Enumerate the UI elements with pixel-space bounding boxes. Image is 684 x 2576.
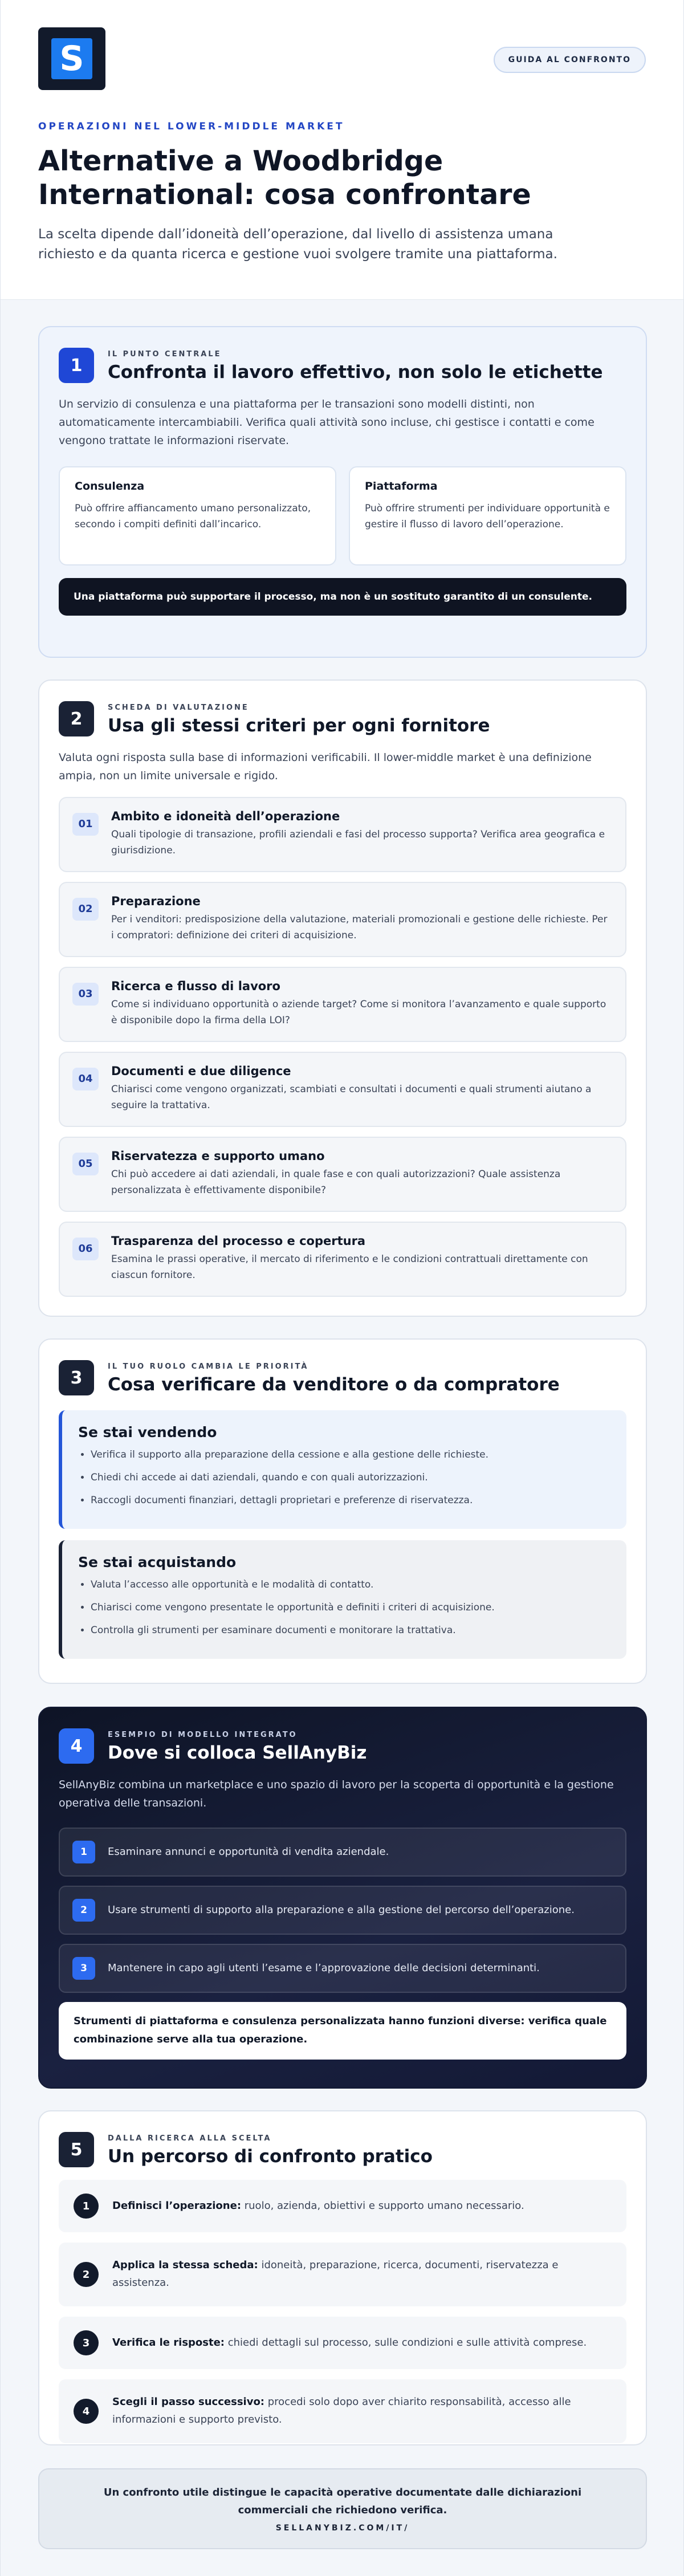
criterion-title: Trasparenza del processo e copertura: [111, 1234, 366, 1248]
section-eyebrow: ESEMPIO DI MODELLO INTEGRATO: [108, 1731, 298, 1739]
list-item: • Valuta l’accesso alle opportunità e le modalità di contatto.: [91, 1578, 610, 1591]
card-title: Consulenza: [75, 479, 145, 493]
page-header: [1, 0, 683, 300]
path-step-detail: procedi solo dopo aver chiarito responsabilità, accesso alle informazioni e supporto previsto.: [112, 2396, 571, 2426]
path-step-label: Definisci l’operazione:: [112, 2199, 242, 2212]
path-step-label: Verifica le risposte:: [112, 2336, 225, 2349]
criterion-text: Chiarisci come vengono organizzati, scambiati e consultati i documenti e quali strumenti aiutano a seguire la trattativa.: [111, 1083, 592, 1112]
section-comparison-path: [38, 2110, 647, 2445]
section-role-priorities: [38, 1338, 647, 1684]
path-step-number: 2: [74, 2262, 99, 2287]
section-intro: Valuta ogni risposta sulla base di informazioni verificabili. Il lower-middle market è una definizione ampia, non un limite universale e rigido.: [59, 751, 592, 782]
section-title: Usa gli stessi criteri per ogni fornitore: [108, 715, 490, 736]
path-step-label: Scegli il passo successivo:: [112, 2396, 265, 2408]
path-step-text: [112, 2197, 524, 2215]
path-step-text: [112, 2334, 587, 2352]
path-step-text: [112, 2257, 612, 2292]
footer-link[interactable]: SELLANYBIZ.COM/IT/: [275, 2524, 410, 2533]
card-text: Può offrire strumenti per individuare opportunità e gestire il flusso di lavoro dell’operazione.: [365, 502, 610, 530]
list-item: • Controlla gli strumenti per esaminare documenti e monitorare la trattativa.: [91, 1624, 610, 1637]
footer-text: Un confronto utile distingue le capacità operative documentate dalle dichiarazioni commerciali che richiedono verifica.: [103, 2487, 582, 2516]
path-step: [59, 2317, 626, 2369]
criterion-text: Esamina le prassi operative, il mercato di riferimento e le condizioni contrattuali direttamente con ciascun fornitore.: [111, 1253, 588, 1281]
criterion-number: 01: [72, 813, 99, 836]
list-item: • Raccogli documenti finanziari, dettagli proprietari e preferenze di riservatezza.: [91, 1494, 610, 1507]
criterion-number: 02: [72, 898, 99, 921]
platform-step: [59, 1944, 626, 1993]
path-steps: [59, 2180, 626, 2443]
card-text: Può offrire affiancamento umano personalizzato, secondo i compiti definiti dall’incarico.: [75, 502, 311, 530]
card-title: Piattaforma: [365, 479, 438, 493]
guide-badge: GUIDA AL CONFRONTO: [494, 47, 646, 73]
criterion-title: Preparazione: [111, 894, 201, 908]
step-number: 2: [72, 1899, 95, 1922]
path-step-detail: idoneità, preparazione, ricerca, documenti, riservatezza e assistenza.: [112, 2259, 559, 2289]
criterion-title: Riservatezza e supporto umano: [111, 1149, 325, 1163]
buyer-checklist: [78, 1578, 610, 1637]
section-title: Dove si colloca SellAnyBiz: [108, 1743, 367, 1763]
page-title: Alternative a Woodbridge International: cosa confrontare: [38, 145, 531, 211]
section-title: Cosa verificare da venditore o da compratore: [108, 1374, 560, 1395]
logo-letter: S: [51, 38, 92, 79]
buyer-title: Se stai acquistando: [78, 1554, 237, 1570]
platform-card: [349, 466, 626, 565]
section-title: Un percorso di confronto pratico: [108, 2146, 433, 2167]
criterion-title: Ricerca e flusso di lavoro: [111, 979, 280, 993]
criterion-text: Come si individuano opportunità o aziende target? Come si monitora l’avanzamento e quale supporto è disponibile dopo la firma della LOI?: [111, 998, 606, 1027]
criterion-number: 06: [72, 1238, 99, 1260]
criterion-item: [59, 1052, 626, 1127]
criterion-text: Quali tipologie di transazione, profili aziendali e fasi del processo supporta? Verifica area geografica e giurisdizione.: [111, 828, 605, 857]
criteria-list: [59, 797, 626, 1297]
section-header: [59, 1728, 626, 1764]
list-item: • Verifica il supporto alla preparazione della cessione e alla gestione delle richieste.: [91, 1448, 610, 1461]
section-eyebrow: IL TUO RUOLO CAMBIA LE PRIORITÀ: [108, 1362, 309, 1371]
criterion-number: 04: [72, 1068, 99, 1090]
section-core-point: [38, 326, 647, 658]
criterion-number: 03: [72, 983, 99, 1006]
criterion-item: [59, 1222, 626, 1297]
section-scorecard: [38, 679, 647, 1317]
seller-title: Se stai vendendo: [78, 1424, 217, 1440]
key-callout: Una piattaforma può supportare il processo, ma non è un sostituto garantito di un consulente.: [59, 578, 626, 616]
path-step-detail: ruolo, azienda, obiettivi e supporto umano necessario.: [241, 2199, 524, 2212]
platform-step: [59, 1886, 626, 1935]
section-number-badge: 1: [59, 348, 94, 383]
criterion-title: Ambito e idoneità dell’operazione: [111, 809, 340, 823]
platform-callout: Strumenti di piattaforma e consulenza personalizzata hanno funzioni diverse: verifica quale combinazione serve alla tua operazione.: [59, 2002, 626, 2060]
section-header: [59, 701, 626, 736]
path-step-number: 3: [74, 2330, 99, 2355]
section-header: [59, 2132, 626, 2167]
sellanybiz-logo[interactable]: [38, 27, 105, 90]
step-number: 1: [72, 1841, 95, 1863]
criterion-item: [59, 797, 626, 872]
section-header: [59, 348, 626, 383]
section-number-badge: 5: [59, 2132, 94, 2167]
step-text: Mantenere in capo agli utenti l’esame e l’approvazione delle decisioni determinanti.: [108, 1962, 540, 1975]
section-title: Confronta il lavoro effettivo, non solo le etichette: [108, 362, 603, 382]
section-number-badge: 4: [59, 1728, 94, 1764]
path-step-label: Applica la stessa scheda:: [112, 2259, 258, 2272]
step-text: Esaminare annunci e opportunità di vendita aziendale.: [108, 1846, 389, 1858]
criterion-item: [59, 967, 626, 1042]
seller-checklist: [78, 1448, 610, 1507]
criterion-item: [59, 882, 626, 957]
path-step-text: [112, 2394, 612, 2428]
list-item: • Chiarisci come vengono presentate le opportunità e definiti i criteri di acquisizione.: [91, 1601, 610, 1614]
section-eyebrow: IL PUNTO CENTRALE: [108, 350, 222, 359]
section-number-badge: 3: [59, 1360, 94, 1395]
section-header: [59, 1360, 626, 1395]
buyer-card: [59, 1540, 626, 1659]
platform-steps: [59, 1828, 626, 1993]
criterion-text: Per i venditori: predisposizione della valutazione, materiali promozionali e gestione delle richieste. Per i compratori: definizione dei criteri di acquisizione.: [111, 913, 608, 942]
model-comparison: [59, 466, 626, 565]
step-number: 3: [72, 1957, 95, 1980]
page-eyebrow: OPERAZIONI NEL LOWER-MIDDLE MARKET: [38, 121, 345, 132]
platform-step: [59, 1828, 626, 1877]
section-sellanybiz: [38, 1707, 647, 2089]
section-eyebrow: SCHEDA DI VALUTAZIONE: [108, 703, 249, 712]
criterion-text: Chi può accedere ai dati aziendali, in quale fase e con quali autorizzazioni? Quale assistenza personalizzata è effettivamente disponibile?: [111, 1168, 561, 1197]
section-eyebrow: DALLA RICERCA ALLA SCELTA: [108, 2134, 272, 2143]
criterion-number: 05: [72, 1153, 99, 1175]
list-item: • Chiedi chi accede ai dati aziendali, quando e con quali autorizzazioni.: [91, 1471, 610, 1484]
path-step: [59, 2180, 626, 2232]
step-text: Usare strumenti di supporto alla preparazione e alla gestione del percorso dell’operazione.: [108, 1904, 575, 1916]
seller-card: [59, 1410, 626, 1529]
section-intro: SellAnyBiz combina un marketplace e uno spazio di lavoro per la scoperta di opportunità e la gestione operativa delle transazioni.: [59, 1779, 614, 1809]
section-intro: Un servizio di consulenza e una piattaforma per le transazioni sono modelli distinti, non automaticamente intercambiabili. Verifica quali attività sono incluse, chi gestisce i contatti e come vengono trattate le informazioni riservate.: [59, 398, 595, 447]
consulting-card: [59, 466, 336, 565]
criterion-item: [59, 1137, 626, 1212]
section-number-badge: 2: [59, 701, 94, 736]
page-subtitle: La scelta dipende dall’idoneità dell’operazione, dal livello di assistenza umana richiesto e da quanta ricerca e gestione vuoi svolgere tramite una piattaforma.: [38, 226, 557, 262]
path-step: [59, 2379, 626, 2443]
path-step-number: 4: [74, 2399, 99, 2424]
path-step: [59, 2243, 626, 2306]
path-step-number: 1: [74, 2194, 99, 2219]
page-footer: [38, 2468, 647, 2549]
path-step-detail: chiedi dettagli sul processo, sulle condizioni e sulle attività comprese.: [225, 2336, 587, 2349]
criterion-title: Documenti e due diligence: [111, 1064, 291, 1078]
